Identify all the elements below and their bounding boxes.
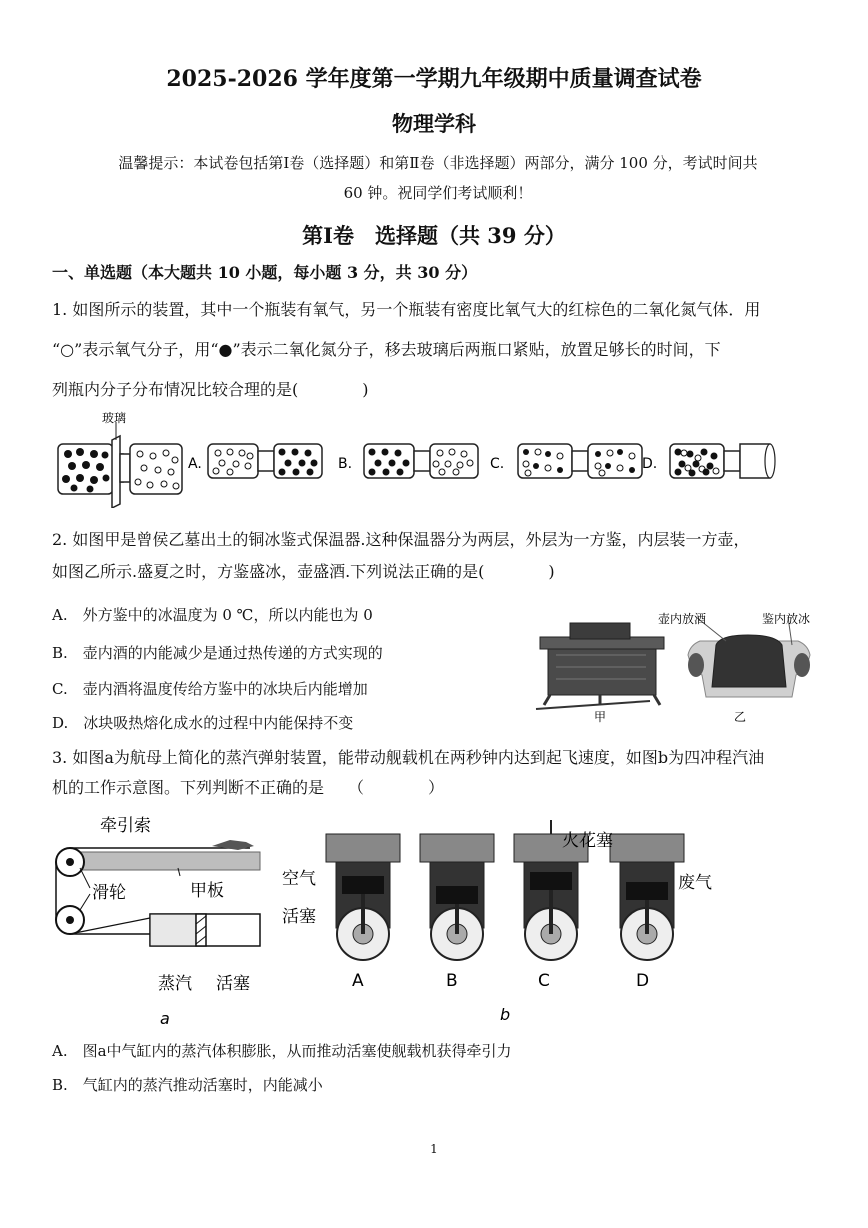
q1-option-d-bottles [670, 444, 775, 478]
label-wine: 壶内放酒 [658, 612, 707, 626]
q1-line-3: 列瓶内分子分布情况比较合理的是( ) [52, 380, 369, 399]
page-number: 1 [430, 1142, 438, 1156]
section-title: 第Ⅰ卷 选择题（共 39 分） [302, 223, 566, 248]
bronze-ice-chest-image [536, 623, 664, 709]
label-exhaust: 废气 [678, 873, 712, 893]
q1-option-c: C. [490, 456, 505, 472]
steam-catapult-diagram [56, 840, 260, 946]
q2-figure [530, 605, 830, 725]
q2-line-1: 2. 如图甲是曾侯乙墓出土的铜冰鉴式保温器.这种保温器分为两层，外层为一方鉴，内层装一方壶， [52, 530, 750, 549]
label-steam: 蒸汽 [158, 974, 192, 994]
q3-line-1: 3. 如图a为航母上简化的蒸汽弹射装置，能带动舰载机在两秒钟内达到起飞速度，如图b为四冲程汽油 [52, 748, 765, 767]
q3-line-2: 机的工作示意图。下列判断不正确的是 （ ） [52, 778, 445, 797]
label-cable: 牵引索 [100, 816, 151, 836]
stroke-a-label: A [352, 971, 364, 991]
q2-option-c: C. 壶内酒将温度传给方鉴中的冰块后内能增加 [52, 680, 368, 698]
label-ice: 鉴内放冰 [762, 612, 811, 626]
glass-label: 玻璃 [102, 411, 127, 425]
q1-option-a: A. [188, 456, 202, 472]
q3-option-b: B. 气缸内的蒸汽推动活塞时，内能减小 [52, 1076, 323, 1094]
label-pulley: 滑轮 [92, 883, 126, 903]
stroke-d-label: D [636, 971, 650, 991]
exam-title: 2025-2026 学年度第一学期九年级期中质量调查试卷 [166, 66, 702, 92]
q2-option-b: B. 壶内酒的内能减少是通过热传递的方式实现的 [52, 644, 383, 662]
stroke-c-label: C [538, 971, 550, 991]
q1-option-c-bottles [518, 444, 642, 478]
label-deck: 甲板 [190, 881, 224, 901]
label-spark-plug: 火花塞 [562, 831, 613, 851]
q1-original-bottles [58, 422, 182, 508]
stroke-b-label: B [446, 971, 458, 991]
q1-line-1: 1. 如图所示的装置，其中一个瓶装有氧气，另一个瓶装有密度比氧气大的红棕色的二氧化氮气体．用 [52, 300, 761, 319]
q1-line-2: “○”表示氧气分子，用“●”表示二氧化氮分子，移去玻璃后两瓶口紧贴，放置足够长的时间，下 [52, 340, 721, 359]
q3-option-a: A. 图a中气缸内的蒸汽体积膨胀，从而推动活塞使舰载机获得牵引力 [52, 1042, 512, 1060]
tip-line-2: 60 钟。祝同学们考试顺利！ [343, 184, 533, 202]
subject-title: 物理学科 [392, 111, 476, 136]
q2-option-d: D. 冰块吸热熔化成水的过程中内能保持不变 [52, 714, 354, 732]
fig-a-caption: a [160, 1009, 170, 1028]
part-heading: 一、单选题（本大题共 10 小题，每小题 3 分，共 30 分） [52, 263, 478, 282]
q1-option-d: D. [642, 456, 658, 472]
ice-chest-cutaway-image [688, 617, 810, 697]
q2-line-2: 如图乙所示.盛夏之时，方鉴盛冰，壶盛酒.下列说法正确的是( ) [52, 562, 555, 581]
q1-option-a-bottles [208, 444, 322, 478]
engine-d-image [610, 834, 684, 960]
label-piston-b: 活塞 [282, 907, 316, 927]
q2-fig-left-label: 甲 [594, 710, 607, 724]
q2-option-a: A. 外方鉴中的冰温度为 0 ℃，所以内能也为 0 [52, 606, 373, 624]
label-piston-a: 活塞 [216, 974, 250, 994]
q3-figure [50, 806, 810, 1031]
q1-option-b: B. [338, 456, 353, 472]
label-air: 空气 [282, 869, 316, 889]
tip-line-1: 温馨提示：本试卷包括第Ⅰ卷（选择题）和第Ⅱ卷（非选择题）两部分，满分 100 分，考试时间共 [118, 154, 758, 172]
fig-b-caption: b [500, 1005, 511, 1024]
exam-tip [58, 148, 818, 208]
engine-a-image [326, 834, 400, 960]
engine-b-image [420, 834, 494, 960]
q2-fig-right-label: 乙 [734, 710, 747, 724]
q1-figure [50, 408, 790, 508]
q1-option-b-bottles [364, 444, 478, 478]
